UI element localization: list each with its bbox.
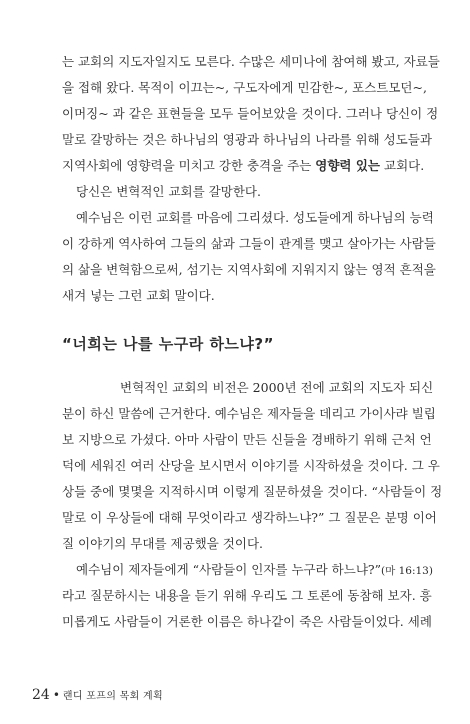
- paragraph-line: 는 교회의 지도자일지도 모른다. 수많은 세미나에 참여해 봤고, 자료들: [62, 54, 440, 69]
- paragraph-line: 말로 갈망하는 것은 하나님의 영광과 하나님의 나라를 위해 성도들과: [62, 132, 432, 147]
- text-segment: 지역사회에 영향력을 미치고 강한 충격을 주는: [62, 158, 316, 173]
- text-segment: 교회다.: [380, 158, 425, 173]
- paragraph-line: 이 강하게 역사하여 그들의 삶과 그들이 관계를 맺고 살아가는 사람들: [62, 236, 436, 251]
- text-segment: 예수님이 제자들에게 “사람들이 인자를 누구라 하느냐?”: [76, 562, 382, 577]
- paragraph-line: 분이 하신 말씀에 근거한다. 예수님은 제자들을 데리고 가이사랴 빌립: [62, 406, 436, 421]
- page-footer: [32, 684, 163, 703]
- page-number: 24: [32, 687, 50, 703]
- paragraph-line: 라고 질문하시는 내용을 듣기 위해 우리도 그 토론에 동참해 보자. 흥: [62, 588, 432, 603]
- paragraph-line: 말로 이 우상들에 대해 무엇이라고 생각하느냐?” 그 질문은 분명 이어: [62, 510, 437, 525]
- paragraph-line: 의 삶을 변혁함으로써, 섬기는 지역사회에 지워지지 않는 영적 흔적을: [62, 262, 436, 277]
- paragraph-line: 변혁적인 교회의 비전은 2000년 전에 교회의 지도자 되신: [120, 380, 434, 395]
- paragraph-line: 보 지방으로 가셨다. 아마 사람이 만든 신들을 경배하기 위해 근처 언: [62, 432, 432, 447]
- paragraph-line: 이머징~ 과 같은 표현들을 모두 들어보았을 것이다. 그러나 당신이 정: [62, 106, 439, 121]
- paragraph-line: 질 이야기의 무대를 제공했을 것이다.: [62, 536, 263, 551]
- paragraph-line: 미롭게도 사람들이 거론한 이름은 하나같이 죽은 사람들이었다. 세례: [62, 614, 432, 629]
- paragraph-line: [62, 158, 425, 174]
- scripture-reference: (마 16:13): [381, 565, 433, 577]
- book-title: 랜디 포프의 목회 계획: [62, 691, 163, 702]
- paragraph-line: [76, 562, 433, 579]
- emphasis-text: 영향력 있는: [315, 158, 381, 173]
- footer-separator: •: [52, 688, 60, 702]
- paragraph-line: 새겨 넣는 그런 교회 말이다.: [62, 288, 215, 303]
- paragraph-line: 상들 중에 몇몇을 지적하시며 이렇게 질문하셨을 것이다. “사람들이 정: [62, 484, 443, 499]
- section-heading: “너희는 나를 누구라 하느냐?”: [62, 335, 274, 353]
- paragraph-line: 예수님은 이런 교회를 마음에 그리셨다. 성도들에게 하나님의 능력: [76, 210, 434, 225]
- paragraph-line: 당신은 변혁적인 교회를 갈망한다.: [76, 184, 261, 199]
- paragraph-line: 을 접해 왔다. 목적이 이끄는~, 구도자에게 민감한~, 포스트모던~,: [62, 80, 427, 95]
- paragraph-line: 덕에 세워진 여러 산당을 보시면서 이야기를 시작하셨을 것이다. 그 우: [62, 458, 440, 473]
